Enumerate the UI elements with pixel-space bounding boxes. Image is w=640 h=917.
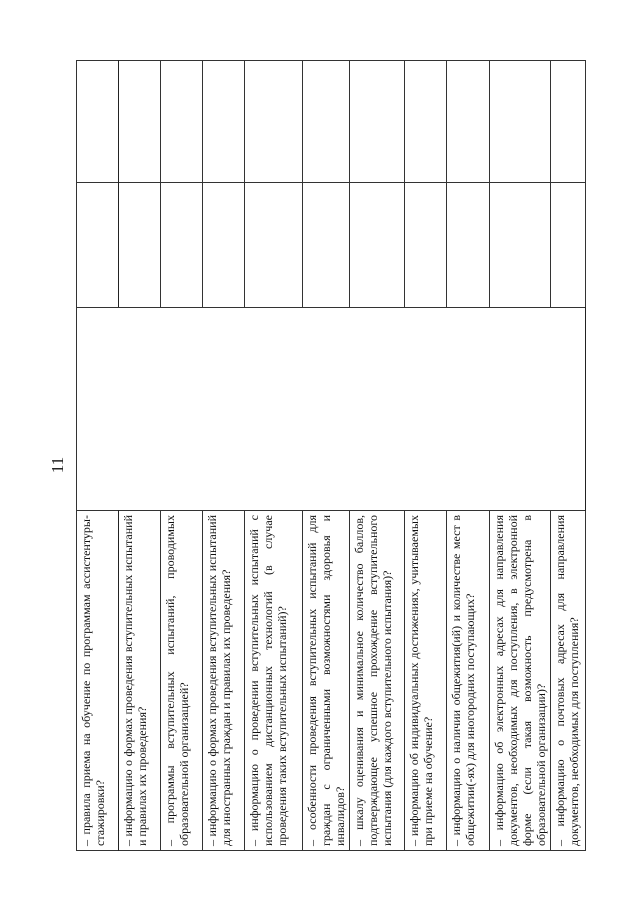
question-cell: – шкалу оценивания и минимальное количество баллов, подтверждающее успешное прохождение вступительного испытания (для каждого вступительного испытания)?: [350, 511, 405, 851]
question-cell: – программы вступительных испытаний, проводимых образовательной организацией?: [161, 511, 203, 851]
question-cell: – информацию о наличии общежития(ий) и количестве мест в общежитии(-ях) для иногородних поступающих?: [447, 511, 490, 851]
answer-cell: [490, 183, 551, 308]
question-cell: – информацию об индивидуальных достижениях, учитываемых при приеме на обучение?: [405, 511, 447, 851]
answer-cell: [119, 61, 161, 183]
question-cell: – особенности проведения вступительных испытаний для граждан с ограниченными возможностями здоровья и инвалидов?: [303, 511, 350, 851]
answer-cell: [303, 61, 350, 183]
merged-empty-cell: [77, 308, 586, 511]
checklist-table: [76, 60, 586, 851]
answer-cell: [203, 183, 245, 308]
question-cell: – информацию об электронных адресах для направления документов, необходимых для поступления, в электронной форме (если такая возможность предусмотрена в образовательной организации)?: [490, 511, 551, 851]
question-cell: – информацию о почтовых адресах для направления документов, необходимых для поступления?: [551, 511, 586, 851]
answer-cell: [490, 61, 551, 183]
answer-cell: [77, 61, 119, 183]
answer-cell: [203, 61, 245, 183]
answer-cell: [551, 61, 586, 183]
rotated-table-container: [76, 61, 581, 851]
question-cell: – информацию о проведении вступительных испытаний с использованием дистанционных технологий (в случае проведения таких вступительных испытаний)?: [245, 511, 303, 851]
table-row: [77, 61, 119, 851]
answer-cell: [350, 183, 405, 308]
answer-cell: [161, 61, 203, 183]
answer-cell: [303, 183, 350, 308]
page-number: 11: [48, 456, 67, 474]
answer-cell: [245, 183, 303, 308]
answer-cell: [350, 61, 405, 183]
question-cell: – правила приема на обучение по программам ассистентуры-стажировки?: [77, 511, 119, 851]
question-cell: – информацию о формах проведения вступительных испытаний и правилах их проведения?: [119, 511, 161, 851]
answer-cell: [245, 61, 303, 183]
answer-cell: [447, 183, 490, 308]
answer-cell: [405, 61, 447, 183]
answer-cell: [77, 183, 119, 308]
answer-cell: [447, 61, 490, 183]
answer-cell: [119, 183, 161, 308]
answer-cell: [161, 183, 203, 308]
answer-cell: [551, 183, 586, 308]
question-cell: – информацию о формах проведения вступительных испытаний для иностранных граждан и правилах их проведения?: [203, 511, 245, 851]
answer-cell: [405, 183, 447, 308]
